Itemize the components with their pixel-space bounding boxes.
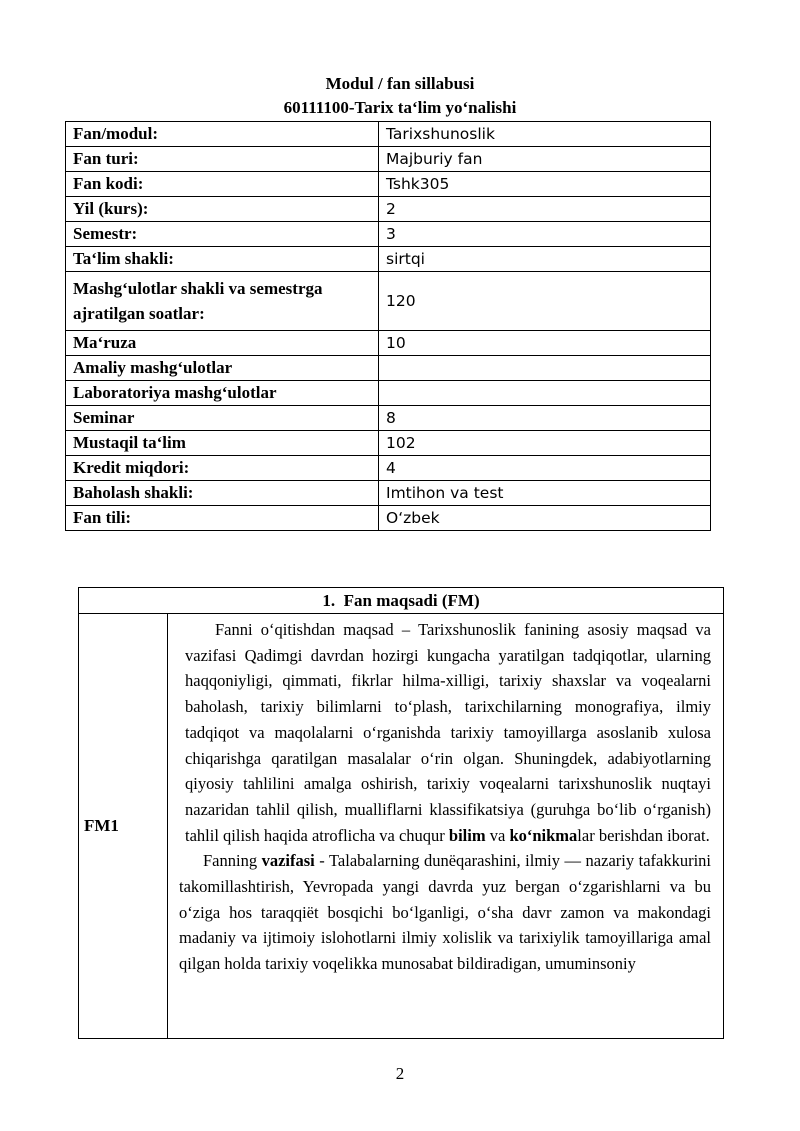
goal-header-row (79, 588, 724, 614)
syllabus-info-table (65, 121, 711, 531)
table-row (66, 406, 711, 431)
row-label: Yil (kurs): (66, 197, 379, 222)
page-subtitle: 60111100-Tarix ta‘lim yo‘nalishi (283, 98, 517, 117)
row-value: 10 (379, 331, 711, 356)
goal-paragraph (185, 617, 711, 848)
goal-keyword-knowledge: bilim (448, 825, 486, 845)
table-row (66, 147, 711, 172)
row-label: Laboratoriya mashg‘ulotlar (66, 381, 379, 406)
goal-heading-number: 1. (322, 591, 336, 610)
table-row (66, 456, 711, 481)
table-row (66, 197, 711, 222)
goal-code: FM1 (79, 614, 168, 1039)
course-goal-table (78, 587, 724, 1039)
row-label: Amaliy mashg‘ulotlar (66, 356, 379, 381)
table-row (66, 247, 711, 272)
row-label: Fan/modul: (66, 122, 379, 147)
row-value: sirtqi (379, 247, 711, 272)
row-value: O‘zbek (379, 506, 711, 531)
table-row (66, 481, 711, 506)
row-value: 3 (379, 222, 711, 247)
row-label: Kredit miqdori: (66, 456, 379, 481)
goal-paragraph-text: Fanni o‘qitishdan maqsad – Tarixshunoslik fanining asosiy maqsad va vazifasi Qadimgi davrdan hozirgi kungacha yaratilgan tadqiqotlar, ularning haqqoniyligi, qimmati, fikrlar hilma-xilligi, tarixiy shaxslar va voqealarni baholash, tarixiy bilimlarni to‘plash, tarixchilarning monografiya, ilmiy tadqiqot va maqolalarni o‘rganishda tarixiy tamoyillarga asoslanib xulosa chiqarishga qaratilgan masalalar o‘rin olgan. Shuningdek, adabiyotlarning qiyosiy tahlilini amalga oshirish, tarixiy voqealarni tarixshunoslik nuqtayi nazaridan tahlil qilish, mualliflarni klassifikatsiya (guruhga bo‘lib o‘rganish) tahlil qilish haqida atroflicha va chuqur (185, 620, 711, 845)
row-value (379, 381, 711, 406)
row-label: Baholash shakli: (66, 481, 379, 506)
task-paragraph (179, 848, 711, 977)
row-label: Fan tili: (66, 506, 379, 531)
row-value: Tarixshunoslik (379, 122, 711, 147)
table-row (66, 272, 711, 331)
row-value: Imtihon va test (379, 481, 711, 506)
row-label: Semestr: (66, 222, 379, 247)
row-label: Mustaqil ta‘lim (66, 431, 379, 456)
row-value: 4 (379, 456, 711, 481)
table-row (66, 506, 711, 531)
table-row (66, 431, 711, 456)
table-row (66, 222, 711, 247)
table-row (66, 381, 711, 406)
row-value: 8 (379, 406, 711, 431)
table-row (66, 331, 711, 356)
row-label: Ma‘ruza (66, 331, 379, 356)
row-value: 2 (379, 197, 711, 222)
goal-paragraph-tail: lar berishdan iborat. (577, 825, 710, 845)
row-label: Mashg‘ulotlar shakli va semestrga ajratilgan soatlar: (66, 272, 379, 331)
page-number: 2 (395, 1064, 405, 1083)
row-value: 102 (379, 431, 711, 456)
row-label: Seminar (66, 406, 379, 431)
row-label: Ta‘lim shakli: (66, 247, 379, 272)
task-keyword: vazifasi (261, 851, 315, 871)
row-value: 120 (379, 272, 711, 331)
table-row (66, 122, 711, 147)
goal-paragraph-connector: va (489, 825, 506, 845)
table-row (66, 172, 711, 197)
goal-description (168, 614, 724, 1039)
page-title: Modul / fan sillabusi (325, 74, 475, 93)
goal-heading-text: Fan maqsadi (FM) (343, 591, 480, 610)
task-paragraph-text: - Talabalarning dunëqarashini, ilmiy — nazariy tafakkurini takomillashtirish, Yevropada yangi davrda yuz bergan o‘zgarishlarni va bu o‘ziga hos taraqqiët bosqichi bo‘lganligi, o‘sha davr zamon va makondagi madaniy va ijtimoiy islohotlarni ilmiy xolislik va tarixiylik tamoyillariga amal qilgan holda tarixiy voqelikka munosabat bildiradigan, umuminsoniy (179, 851, 711, 974)
row-value: Majburiy fan (379, 147, 711, 172)
row-value: Tshk305 (379, 172, 711, 197)
table-row (66, 356, 711, 381)
task-paragraph-lead: Fanning (203, 851, 258, 871)
row-value (379, 356, 711, 381)
goal-heading (79, 588, 724, 614)
row-label: Fan turi: (66, 147, 379, 172)
row-label: Fan kodi: (66, 172, 379, 197)
goal-keyword-skill: ko‘nikma (509, 825, 578, 845)
goal-row (79, 614, 724, 1039)
